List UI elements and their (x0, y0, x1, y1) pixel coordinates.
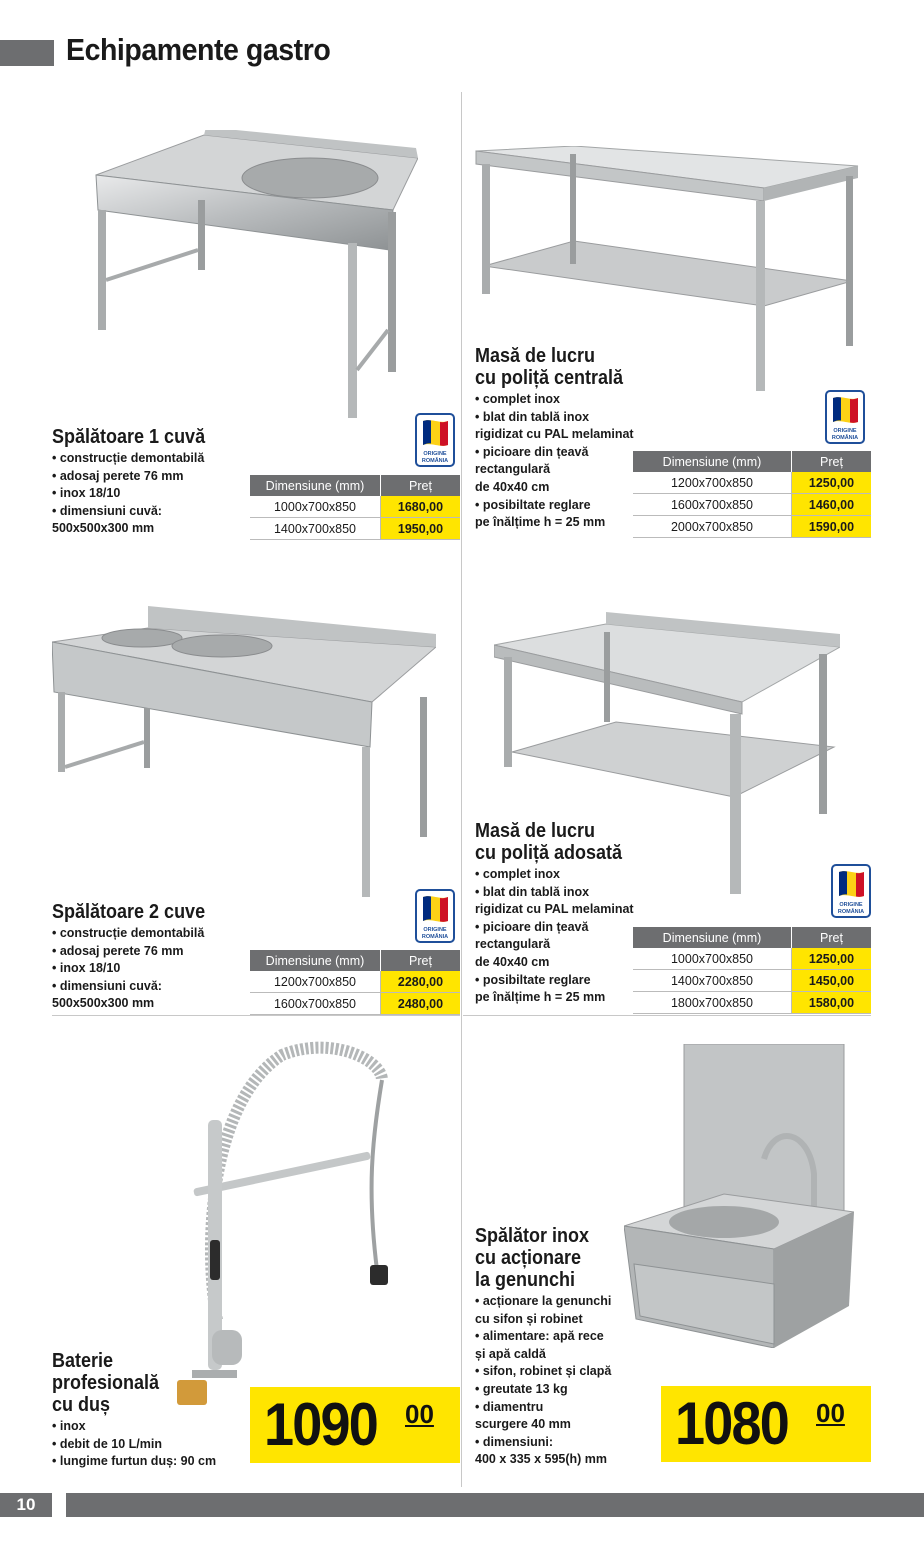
column-header-price: Preț (792, 927, 872, 948)
feature-item: • dimensiuni cuvă: (52, 978, 162, 993)
dimension-cell: 1400x700x850 (250, 518, 381, 540)
product-title: cu duș (52, 1394, 111, 1416)
column-header-price: Preț (381, 475, 461, 496)
feature-item: 500x500x300 mm (52, 521, 155, 536)
feature-item: • picioare din țeavă (475, 919, 589, 934)
product-title: cu poliță adosată (475, 842, 623, 864)
page-number: 10 (0, 1493, 52, 1517)
price-integer: 1080 (675, 1390, 788, 1457)
page-title: Echipamente gastro (66, 32, 331, 67)
price-table (250, 475, 460, 540)
feature-list (52, 450, 222, 538)
feature-item: și apă caldă (475, 1346, 546, 1361)
origin-romania-badge (831, 864, 871, 918)
price-cell: 1250,00 (792, 472, 872, 494)
product-image-sink-two-bowls (52, 602, 436, 900)
product-block-sink-one-bowl (52, 426, 222, 538)
origin-romania-badge (415, 889, 455, 943)
price-integer: 1090 (264, 1391, 377, 1458)
feature-item: • debit de 10 L/min (52, 1436, 162, 1451)
table-row (633, 948, 871, 970)
product-block-faucet (52, 1350, 216, 1471)
table-row (250, 971, 460, 993)
feature-item: rectangulară (475, 462, 551, 477)
feature-item: • adosaj perete 76 mm (52, 468, 184, 483)
price-cell: 1250,00 (792, 948, 872, 970)
feature-item: • inox 18/10 (52, 486, 121, 501)
feature-item: • posibiltate reglare (475, 972, 591, 987)
header-accent-bar (0, 40, 54, 66)
feature-item: • inox (52, 1419, 86, 1433)
feature-item: pe înălțime h = 25 mm (475, 990, 606, 1005)
table-row (633, 970, 871, 992)
product-title: Masă de lucru (475, 820, 596, 842)
column-header-dimension: Dimensiune (mm) (250, 475, 381, 496)
price-tag (661, 1386, 871, 1462)
product-block-knee-operated-sink (475, 1225, 611, 1469)
romania-flag-icon (423, 895, 448, 923)
badge-label-line1: ORIGINE (839, 902, 863, 908)
dimension-cell: 1000x700x850 (250, 496, 381, 518)
feature-item: rectangulară (475, 937, 551, 952)
feature-item: pe înălțime h = 25 mm (475, 515, 606, 530)
price-tag (250, 1387, 460, 1463)
feature-item: 500x500x300 mm (52, 996, 155, 1011)
badge-label-line2: ROMÂNIA (421, 458, 449, 464)
feature-item: • diamentru (475, 1399, 544, 1414)
feature-item: • construcție demontabilă (52, 926, 205, 940)
product-image-knee-operated-sink (624, 1044, 854, 1348)
romania-flag-icon (423, 419, 448, 447)
table-row (250, 993, 460, 1015)
product-title: Spălătoare 1 cuvă (52, 426, 206, 448)
price-cell: 1580,00 (792, 992, 872, 1014)
product-block-worktable-back-shelf (475, 820, 638, 1007)
table-row (633, 494, 871, 516)
price-table (633, 927, 871, 1014)
feature-item: • blat din tablă inox (475, 884, 590, 899)
price-table (633, 451, 871, 538)
origin-romania-badge (825, 390, 865, 444)
table-row (633, 992, 871, 1014)
feature-list (52, 925, 222, 1013)
section-divider (463, 1015, 871, 1016)
column-divider (461, 92, 462, 1487)
price-table-header (250, 950, 460, 971)
feature-item: • posibiltate reglare (475, 497, 591, 512)
price-table (250, 950, 460, 1015)
feature-item: • dimensiuni cuvă: (52, 503, 162, 518)
product-title: Masă de lucru (475, 345, 596, 367)
feature-item: scurgere 40 mm (475, 1417, 571, 1432)
dimension-cell: 1400x700x850 (633, 970, 792, 992)
badge-label-line1: ORIGINE (423, 451, 447, 457)
feature-item: • blat din tablă inox (475, 409, 590, 424)
feature-item: • picioare din țeavă (475, 444, 589, 459)
product-block-sink-two-bowls (52, 901, 222, 1013)
feature-item: • alimentare: apă rece (475, 1329, 604, 1344)
feature-item: • greutate 13 kg (475, 1381, 568, 1396)
origin-romania-badge (415, 413, 455, 467)
price-table-header (633, 927, 871, 948)
feature-item: • dimensiuni: (475, 1434, 553, 1449)
feature-item: • lungime furtun duș: 90 cm (52, 1454, 217, 1469)
price-cell: 1460,00 (792, 494, 872, 516)
product-block-worktable-central-shelf (475, 345, 640, 532)
feature-item: cu sifon și robinet (475, 1311, 583, 1326)
product-title: la genunchi (475, 1269, 576, 1291)
column-header-dimension: Dimensiune (mm) (633, 451, 792, 472)
column-header-dimension: Dimensiune (mm) (633, 927, 792, 948)
price-table-header (250, 475, 460, 496)
feature-list (475, 1293, 611, 1469)
table-row (633, 472, 871, 494)
price-cents: 00 (405, 1399, 434, 1429)
dimension-cell: 1000x700x850 (633, 948, 792, 970)
table-row (250, 518, 460, 540)
badge-label-line1: ORIGINE (833, 428, 857, 434)
feature-item: • adosaj perete 76 mm (52, 943, 184, 958)
product-title: cu acționare (475, 1247, 582, 1269)
column-header-dimension: Dimensiune (mm) (250, 950, 381, 971)
dimension-cell: 2000x700x850 (633, 516, 792, 538)
price-cell: 1590,00 (792, 516, 872, 538)
feature-item: de 40x40 cm (475, 479, 550, 494)
feature-item: • complet inox (475, 392, 560, 406)
dimension-cell: 1800x700x850 (633, 992, 792, 1014)
feature-item: rigidizat cu PAL melaminat (475, 902, 634, 917)
product-title: cu poliță centrală (475, 367, 624, 389)
badge-label-line1: ORIGINE (423, 927, 447, 933)
price-cell: 1680,00 (381, 496, 461, 518)
feature-list (52, 1418, 216, 1471)
product-title: Spălătoare 2 cuve (52, 901, 206, 923)
price-table-header (633, 451, 871, 472)
feature-item: de 40x40 cm (475, 954, 550, 969)
dimension-cell: 1200x700x850 (633, 472, 792, 494)
feature-item: • acționare la genunchi (475, 1294, 612, 1308)
table-row (633, 516, 871, 538)
product-title: Spălător inox (475, 1225, 590, 1247)
section-divider (52, 1015, 460, 1016)
feature-item: • sifon, robinet și clapă (475, 1364, 612, 1379)
badge-label-line2: ROMÂNIA (837, 909, 865, 915)
feature-item: rigidizat cu PAL melaminat (475, 427, 634, 442)
footer-bar (66, 1493, 924, 1517)
column-header-price: Preț (381, 950, 461, 971)
product-title: Baterie (52, 1350, 114, 1372)
feature-list (475, 866, 638, 1007)
badge-label-line2: ROMÂNIA (831, 435, 859, 441)
column-header-price: Preț (792, 451, 872, 472)
price-cents: 00 (816, 1398, 845, 1428)
feature-item: 400 x 335 x 595(h) mm (475, 1452, 608, 1467)
feature-list (475, 391, 640, 532)
romania-flag-icon (833, 396, 858, 424)
dimension-cell: 1600x700x850 (633, 494, 792, 516)
price-cell: 1450,00 (792, 970, 872, 992)
badge-label-line2: ROMÂNIA (421, 934, 449, 940)
price-cell: 1950,00 (381, 518, 461, 540)
dimension-cell: 1200x700x850 (250, 971, 381, 993)
feature-item: • inox 18/10 (52, 961, 121, 976)
romania-flag-icon (839, 870, 864, 898)
feature-item: • construcție demontabilă (52, 451, 205, 465)
price-cell: 2480,00 (381, 993, 461, 1015)
table-row (250, 496, 460, 518)
product-image-sink-one-bowl (78, 130, 418, 422)
feature-item: • complet inox (475, 867, 560, 881)
product-title: profesională (52, 1372, 160, 1394)
price-cell: 2280,00 (381, 971, 461, 993)
dimension-cell: 1600x700x850 (250, 993, 381, 1015)
